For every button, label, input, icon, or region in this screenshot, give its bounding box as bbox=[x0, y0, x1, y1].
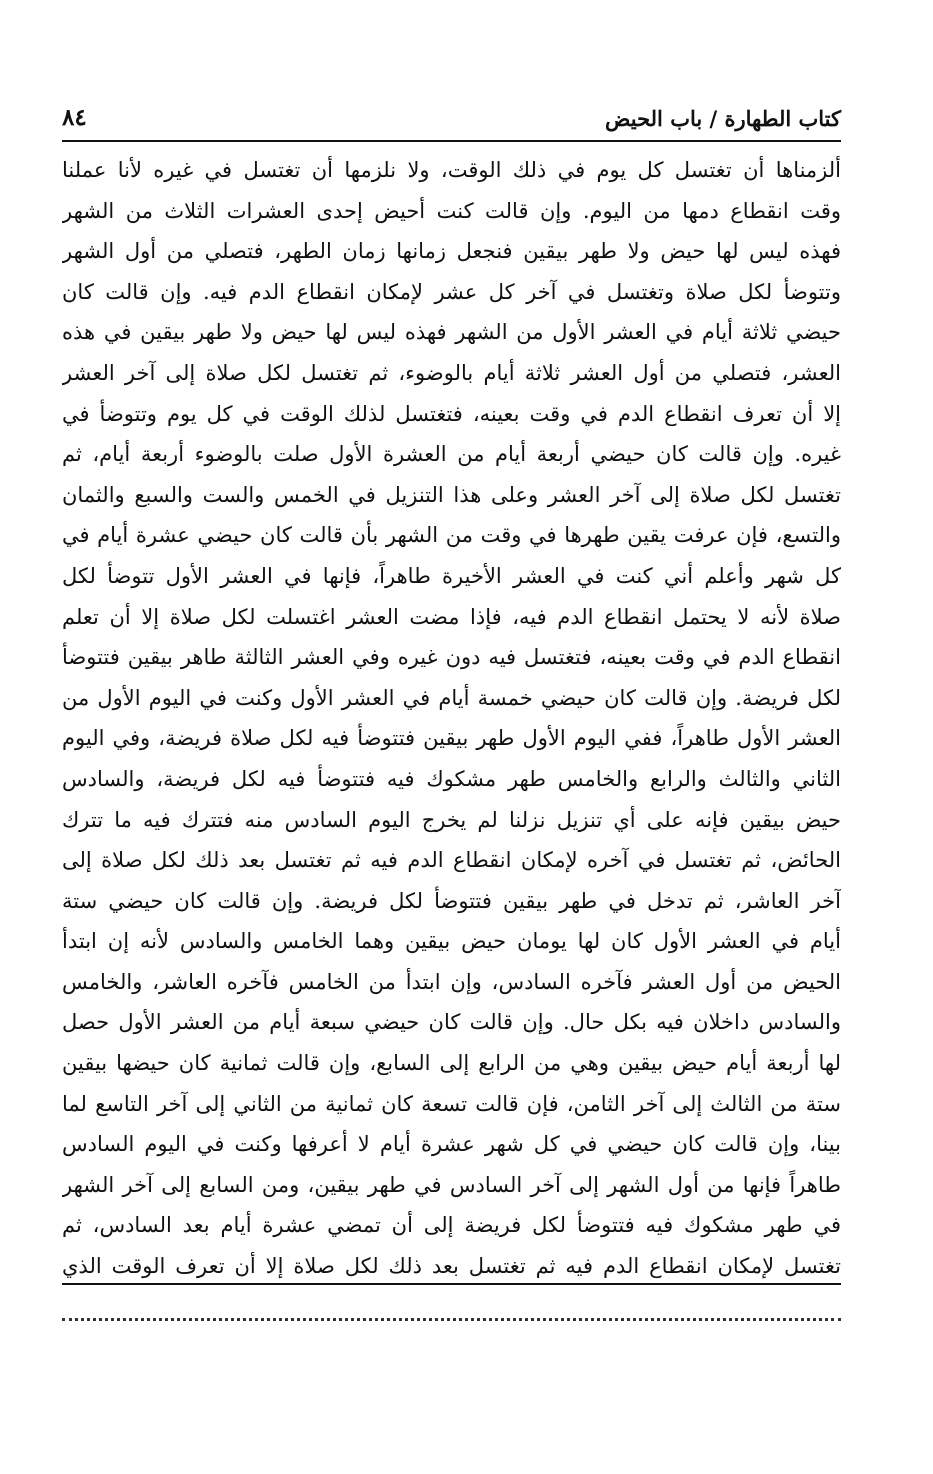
text-line: حيضي ثلاثة أيام في العشر الأول من الشهر فهذه ليس لها حيض ولا طهر بيقين في هذه bbox=[62, 320, 841, 345]
main-text bbox=[62, 150, 841, 1287]
text-line: ألزمناها أن تغتسل كل يوم في ذلك الوقت، ولا نلزمها أن تغتسل في غيره لأنا عملنا bbox=[62, 158, 841, 182]
chapter-title: كتاب الطهارة / باب الحيض bbox=[605, 106, 841, 131]
running-header bbox=[62, 100, 841, 140]
text-line: لكل فريضة. وإن قالت كان حيضي خمسة أيام في العشر الأول وكنت في اليوم الأول من bbox=[62, 685, 841, 710]
text-line: بينا، وإن قالت كان حيضي في كل شهر عشرة أيام لا أعرفها وكنت في اليوم السادس bbox=[62, 1132, 841, 1157]
text-line: في طهر مشكوك فيه فتتوضأ لكل فريضة إلى أن تمضي عشرة أيام بعد السادس، ثم bbox=[62, 1213, 841, 1238]
text-line: آخر العاشر، ثم تدخل في طهر بيقين فتتوضأ لكل فريضة. وإن قالت كان حيضي ستة bbox=[62, 888, 841, 913]
text-line: والسادس داخلان فيه بكل حال. وإن قالت كان حيضي سبعة أيام من العشر الأول حصل bbox=[62, 1010, 841, 1035]
text-line: انقطاع الدم في وقت بعينه، فتغتسل فيه دون غيره وفي العشر الثالثة طاهر بيقين فتتوضأ bbox=[62, 645, 841, 670]
text-line: لها أربعة أيام حيض بيقين وهي من الرابع إلى السابع، وإن قالت ثمانية كان حيضها بيقين bbox=[62, 1051, 841, 1076]
text-line: والتسع، فإن عرفت يقين طهرها في وقت من الشهر بأن قالت كان حيضي عشرة أيام في bbox=[62, 523, 841, 548]
text-line: غيره. وإن قالت كان حيضي أربعة أيام من العشرة الأول صلت بالوضوء أربعة أيام، ثم bbox=[62, 442, 841, 467]
text-line: الحيض من أول العشر فآخره السادس، وإن ابتدأ من الخامس فآخره العاشر، والخامس bbox=[62, 969, 841, 994]
text-line: أيام في العشر الأول كان لها يومان حيض بيقين وهما الخامس والسادس لأنه إن ابتدأ bbox=[62, 929, 841, 954]
text-line: حيض بيقين فإنه على أي تنزيل نزلنا لم يخرج اليوم السادس منه فتترك فيه ما تترك bbox=[62, 807, 841, 832]
text-line: الحائض، ثم تغتسل في آخره لإمكان انقطاع الدم فيه ثم تغتسل بعد ذلك لكل صلاة إلى bbox=[62, 848, 841, 873]
text-line: ستة من الثالث إلى آخر الثامن، فإن قالت تسعة كان ثمانية من الثاني إلى آخر التاسع لما bbox=[62, 1091, 841, 1116]
text-line: الثاني والثالث والرابع والخامس طهر مشكوك فيه فتتوضأ فيه لكل فريضة، والسادس bbox=[62, 766, 841, 791]
text-line: العشر، فتصلي من أول العشر ثلاثة أيام بالوضوء، ثم تغتسل لكل صلاة إلى آخر العشر bbox=[62, 360, 841, 385]
text-line: العشر الأول طاهراً، ففي اليوم الأول طهر بيقين فتتوضأ فيه لكل صلاة فريضة، وفي اليوم bbox=[62, 726, 841, 751]
footnote-dotted-line bbox=[62, 1318, 841, 1321]
header-divider bbox=[62, 140, 841, 142]
text-line: طاهراً فإنها من أول الشهر إلى آخر السادس في طهر بيقين، ومن السابع إلى آخر الشهر bbox=[62, 1172, 841, 1197]
text-line: إلا أن تعرف انقطاع الدم في وقت بعينه، فتغتسل لذلك الوقت في كل يوم وتتوضأ في bbox=[62, 401, 841, 426]
text-line: تغتسل لكل صلاة إلى آخر العشر وعلى هذا التنزيل في الخمس والست والسبع والثمان bbox=[62, 482, 841, 507]
text-line: كل شهر وأعلم أني كنت في العشر الأخيرة طاهراً، فإنها في العشر الأول تتوضأ لكل bbox=[62, 563, 841, 588]
text-line: صلاة لأنه لا يحتمل انقطاع الدم فيه، فإذا مضت العشر اغتسلت لكل صلاة إلا أن تعلم bbox=[62, 604, 841, 629]
text-line: تغتسل لإمكان انقطاع الدم فيه ثم تغتسل بعد ذلك لكل صلاة إلا أن تعرف الوقت الذي bbox=[62, 1254, 841, 1279]
footnote-divider bbox=[62, 1283, 841, 1285]
page-number: ٨٤ bbox=[62, 104, 87, 131]
text-line: وقت انقطاع دمها من اليوم. وإن قالت كنت أحيض إحدى العشرات الثلاث من الشهر bbox=[62, 198, 841, 223]
text-line: فهذه ليس لها حيض ولا طهر بيقين فنجعل زمانها زمان الطهر، فتصلي من أول الشهر bbox=[62, 239, 841, 264]
text-line: وتتوضأ لكل صلاة وتغتسل في آخر كل عشر لإمكان انقطاع الدم فيه. وإن قالت كان bbox=[62, 279, 841, 304]
